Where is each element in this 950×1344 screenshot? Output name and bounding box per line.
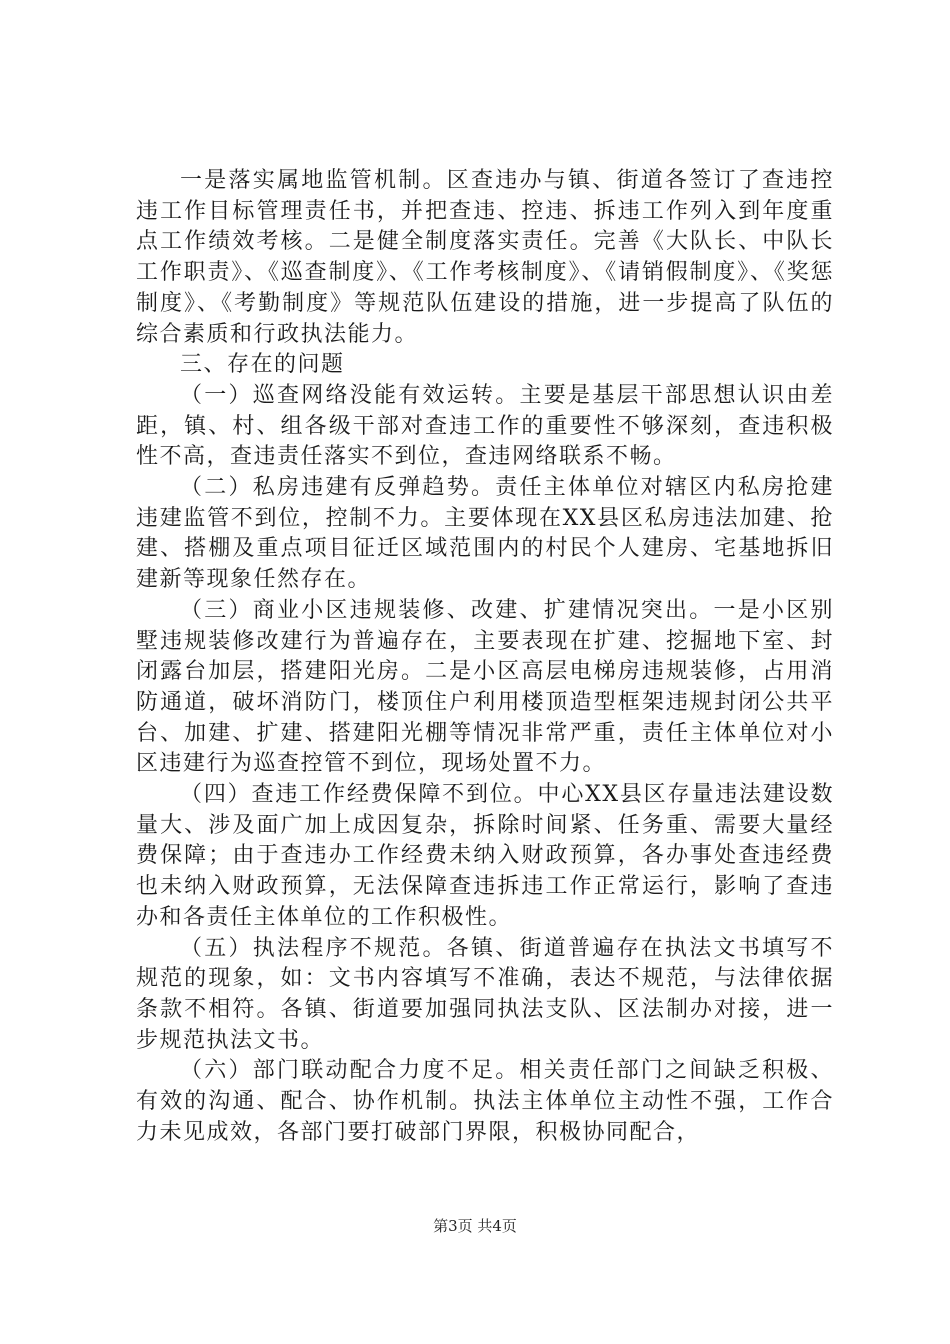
section-heading-existing-problems: 三、存在的问题: [180, 352, 345, 378]
paragraph-supervision-mechanism: 一是落实属地监管机制。区查违办与镇、街道各签订了查违控违工作目标管理责任书，并把查违、控违、拆违工作列入到年度重点工作绩效考核。二是健全制度落实责任。完善《大队长、中队长工作职责》、《巡查制度》、《工作考核制度》、《请销假制度》、《奖惩制度》、《考勤制度》等规范队伍建设的措施，进一步提高了队伍的综合素质和行政执法能力。: [136, 168, 834, 347]
paragraph-problem-6: （六）部门联动配合力度不足。相关责任部门之间缺乏积极、有效的沟通、配合、协作机制。执法主体单位主动性不强，工作合力未见成效，各部门要打破部门界限，积极协同配合，: [136, 1058, 834, 1145]
paragraph-problem-2: （二）私房违建有反弹趋势。责任主体单位对辖区内私房抢建违建监管不到位，控制不力。主要体现在XX县区私房违法加建、抢建、搭棚及重点项目征迁区域范围内的村民个人建房、宅基地拆旧建新等现象任然存在。: [136, 475, 834, 593]
paragraph-problem-3: （三）商业小区违规装修、改建、扩建情况突出。一是小区别墅违规装修改建行为普遍存在，主要表现在扩建、挖掘地下室、封闭露台加层，搭建阳光房。二是小区高层电梯房违规装修，占用消防通道，破坏消防门，楼顶住户利用楼顶造型框架违规封闭公共平台、加建、扩建、搭建阳光棚等情况非常严重，责任主体单位对小区违建行为巡查控管不到位，现场处置不力。: [136, 597, 834, 777]
document-body: [136, 166, 834, 1149]
page-number-footer: 第3页 共4页: [433, 1217, 517, 1235]
paragraph-problem-5: （五）执法程序不规范。各镇、街道普遍存在执法文书填写不规范的现象，如：文书内容填写不准确，表达不规范，与法律依据条款不相符。各镇、街道要加强同执法支队、区法制办对接，进一步规范执法文书。: [136, 935, 834, 1053]
paragraph-problem-4: （四）查违工作经费保障不到位。中心XX县区存量违法建设数量大、涉及面广加上成因复杂，拆除时间紧、任务重、需要大量经费保障；由于查违办工作经费未纳入财政预算，各办事处查违经费也未纳入财政预算，无法保障查违拆违工作正常运行，影响了查违办和各责任主体单位的工作积极性。: [136, 782, 834, 930]
paragraph-problem-1: （一）巡查网络没能有效运转。主要是基层干部思想认识由差距，镇、村、组各级干部对查违工作的重要性不够深刻，查违积极性不高，查违责任落实不到位，查违网络联系不畅。: [136, 382, 834, 470]
